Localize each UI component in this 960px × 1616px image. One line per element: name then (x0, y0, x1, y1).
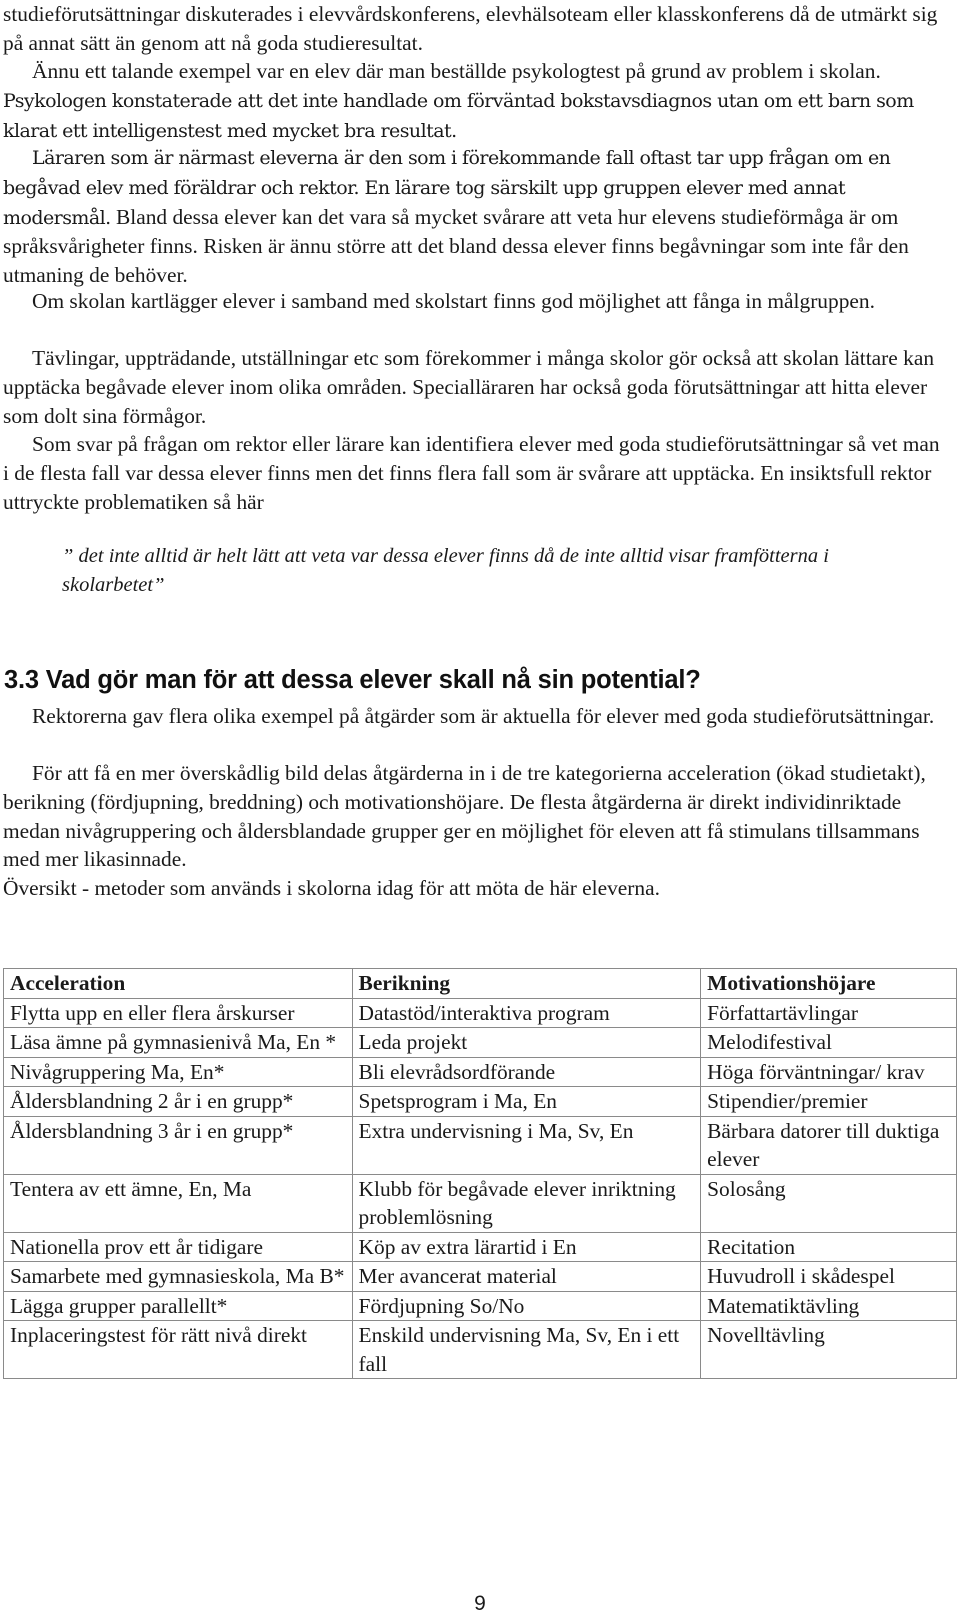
table-cell: Åldersblandning 2 år i en grupp* (4, 1087, 353, 1117)
table-row (4, 1028, 957, 1058)
table-cell: Spetsprogram i Ma, En (352, 1087, 701, 1117)
paragraph-competitions: Tävlingar, uppträdande, utställningar etc som förekommer i många skolor gör också att skolan lättare kan upptäcka begåvade elever inom olika områden. Specialläraren har också goda förutsättningar att hitta elever som dolt sina förmågor. (3, 346, 935, 428)
table-cell: Melodifestival (701, 1028, 957, 1058)
table-cell: Åldersblandning 3 år i en grupp* (4, 1116, 353, 1174)
table-cell: Mer avancerat material (352, 1262, 701, 1292)
column-header: Acceleration (4, 969, 353, 999)
paragraph-categories: För att få en mer överskådlig bild delas åtgärderna in i de tre kategorierna acceleration (ökad studietakt), berikning (fördjupning, breddning) och motivationshöjare. De flesta åtgärderna är direkt individinriktade medan nivågruppering och åldersblandade grupper ger en möjlighet för eleven att få stimulans tillsammans med mer likasinnade. (3, 761, 926, 872)
table-row (4, 1262, 957, 1292)
paragraph-intro-continued: studieförutsättningar diskuterades i elevvårdskonferens, elevhälsoteam eller klasskonferens då de utmärkt sig på annat sätt än genom att nå goda studieresultat. (3, 2, 938, 55)
table-caption: Översikt - metoder som används i skolorna idag för att möta de här eleverna. (3, 876, 660, 900)
table-cell: Recitation (701, 1232, 957, 1262)
table-cell: Nationella prov ett år tidigare (4, 1232, 353, 1262)
table-cell: Leda projekt (352, 1028, 701, 1058)
table-cell: Enskild undervisning Ma, Sv, En i ett fall (352, 1321, 701, 1379)
table-row (4, 1116, 957, 1174)
table-row (4, 1232, 957, 1262)
table-cell: Bärbara datorer till duktiga elever (701, 1116, 957, 1174)
table-header-row (4, 969, 957, 999)
methods-table (3, 968, 957, 1379)
table-row (4, 1174, 957, 1232)
table-cell: Klubb för begåvade elever inriktning problemlösning (352, 1174, 701, 1232)
table-cell: Stipendier/premier (701, 1087, 957, 1117)
principal-quote: ” det inte alltid är helt lätt att veta var dessa elever finns då de inte alltid visar framfötterna i skolarbetet” (62, 545, 829, 596)
table-row (4, 998, 957, 1028)
table-cell: Flytta upp en eller flera årskurser (4, 998, 353, 1028)
paragraph-mapping: Om skolan kartlägger elever i samband med skolstart finns god möjlighet att fånga in målgruppen. (32, 289, 875, 313)
table-cell: Matematiktävling (701, 1291, 957, 1321)
table-cell: Extra undervisning i Ma, Sv, En (352, 1116, 701, 1174)
table-cell: Huvudroll i skådespel (701, 1262, 957, 1292)
page-number: 9 (474, 1592, 486, 1615)
table-cell: Lägga grupper parallellt* (4, 1291, 353, 1321)
paragraph-teacher-role: Läraren som är närmast eleverna är den som i förekommande fall oftast tar upp frågan om en begåvad elev med föräldrar och rektor. En lärare tog särskilt upp gruppen elever med annat modersmål. Bland dessa elever kan det vara så mycket svårare att veta hur elevens studieförmåga är om språksvårigheter finns. Risken är ännu större att det bland dessa elever finns begåvningar som inte får den utmaning de behöver. (3, 147, 909, 287)
table-cell: Samarbete med gymnasieskola, Ma B* (4, 1262, 353, 1292)
table-cell: Köp av extra lärartid i En (352, 1232, 701, 1262)
paragraph-measures: Rektorerna gav flera olika exempel på åtgärder som är aktuella för elever med goda studieförutsättningar. (32, 704, 935, 728)
table-row (4, 1057, 957, 1087)
table-cell: Fördjupning So/No (352, 1291, 701, 1321)
table-cell: Datastöd/interaktiva program (352, 998, 701, 1028)
paragraph-identification: Som svar på frågan om rektor eller lärare kan identifiera elever med goda studieförutsättningar så vet man i de flesta fall var dessa elever finns men det finns flera fall som är svårare att upptäcka. En insiktsfull rektor uttryckte problematiken så här (3, 432, 940, 514)
table-cell: Solosång (701, 1174, 957, 1232)
table-cell: Inplaceringstest för rätt nivå direkt (4, 1321, 353, 1379)
table-cell: Novelltävling (701, 1321, 957, 1379)
table-row (4, 1087, 957, 1117)
table-row (4, 1291, 957, 1321)
table-cell: Tentera av ett ämne, En, Ma (4, 1174, 353, 1232)
column-header: Berikning (352, 969, 701, 999)
table-cell: Författartävlingar (701, 998, 957, 1028)
paragraph-psychology-example: Ännu ett talande exempel var en elev där man beställde psykologtest på grund av problem i skolan. Psykologen konstaterade att det inte handlade om förväntad bokstavsdiagnos utan om ett barn som klarat ett intelligenstest med mycket bra resultat. (3, 59, 914, 142)
table-cell: Bli elevrådsordförande (352, 1057, 701, 1087)
table-row (4, 1321, 957, 1379)
column-header: Motivationshöjare (701, 969, 957, 999)
table-cell: Höga förväntningar/ krav (701, 1057, 957, 1087)
section-heading: 3.3 Vad gör man för att dessa elever skall nå sin potential? (4, 666, 701, 694)
table-cell: Läsa ämne på gymnasienivå Ma, En * (4, 1028, 353, 1058)
table-cell: Nivågruppering Ma, En* (4, 1057, 353, 1087)
